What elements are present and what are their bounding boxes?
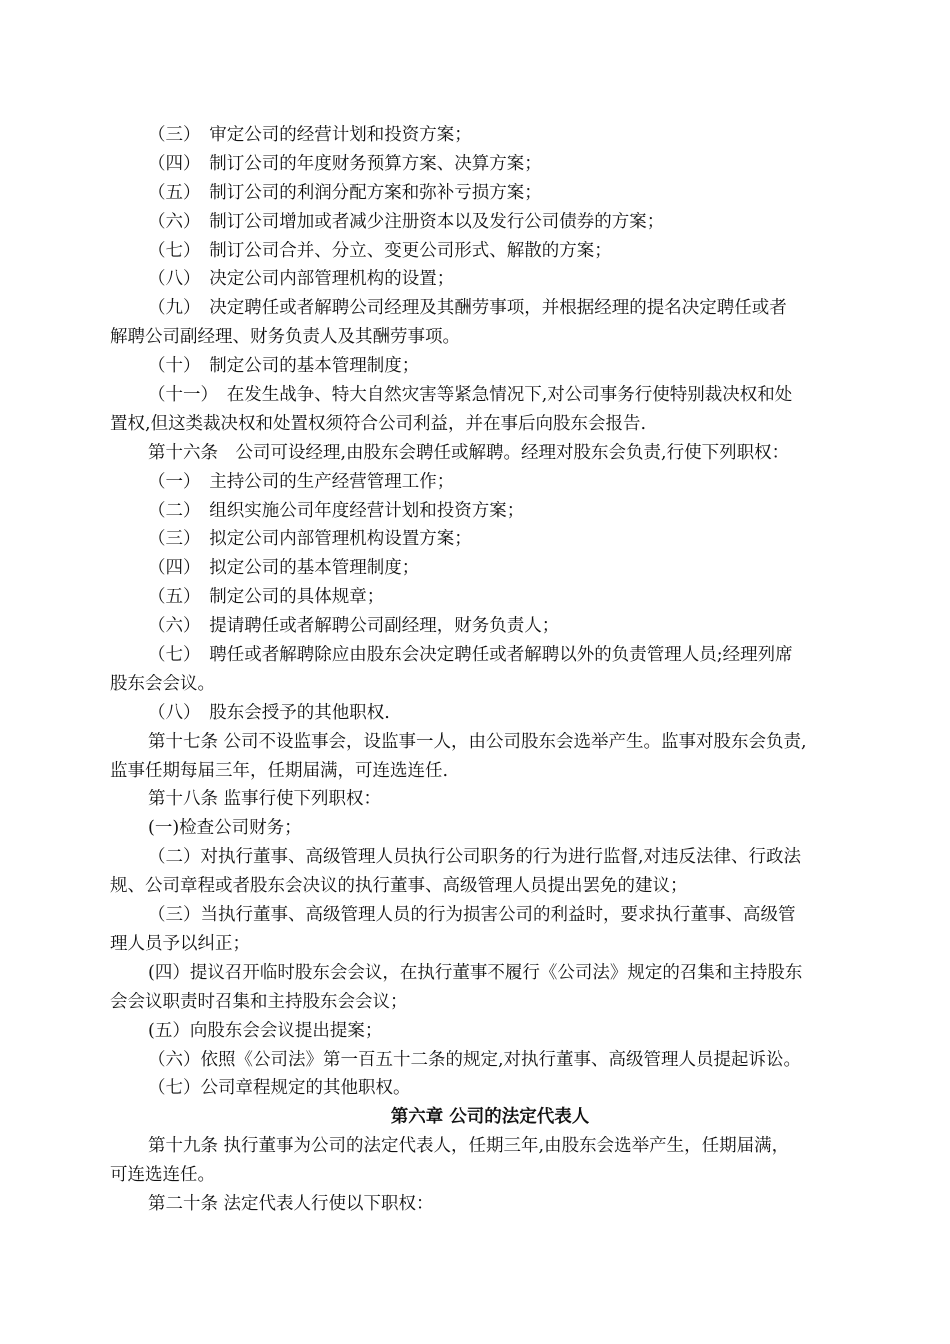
text-line: 置权,但这类裁决权和处置权须符合公司利益，并在事后向股东会报告. xyxy=(110,413,647,434)
text-line: (五）向股东会会议提出提案； xyxy=(148,1020,383,1041)
text-line: 规、公司章程或者股东会决议的执行董事、高级管理人员提出罢免的建议； xyxy=(110,876,688,897)
text-line: （三） 拟定公司内部管理机构设置方案； xyxy=(148,529,472,550)
text-line: （三）当执行董事、高级管理人员的行为损害公司的利益时，要求执行董事、高级管 xyxy=(148,905,796,926)
text-line: （四） 拟定公司的基本管理制度； xyxy=(148,558,420,579)
text-line: （六）依照《公司法》第一百五十二条的规定,对执行董事、高级管理人员提起诉讼。 xyxy=(148,1049,802,1070)
article-19-line: 第十九条 执行董事为公司的法定代表人，任期三年,由股东会选举产生，任期届满， xyxy=(148,1136,790,1157)
chapter-heading: 第六章 公司的法定代表人 xyxy=(390,1107,590,1128)
text-line: 可连选连任。 xyxy=(110,1165,215,1186)
text-line: （七） 聘任或者解聘除应由股东会决定聘任或者解聘以外的负责管理人员;经理列席 xyxy=(148,645,793,666)
text-line: （三） 审定公司的经营计划和投资方案； xyxy=(148,125,472,145)
text-line: （九） 决定聘任或者解聘公司经理及其酬劳事项，并根据经理的提名决定聘任或者 xyxy=(148,298,787,319)
text-line: （七）公司章程规定的其他职权。 xyxy=(148,1078,411,1099)
text-line: （十一） 在发生战争、特大自然灾害等紧急情况下,对公司事务行使特别裁决权和处 xyxy=(148,385,793,406)
text-line: (四）提议召开临时股东会会议，在执行董事不履行《公司法》规定的召集和主持股东 xyxy=(148,962,803,983)
text-line: 监事任期每届三年，任期届满，可连选连任. xyxy=(110,760,449,781)
text-line: （八） 股东会授予的其他职权. xyxy=(148,702,390,723)
text-line: 股东会会议。 xyxy=(110,673,215,694)
article-18-line: 第十八条 监事行使下列职权： xyxy=(148,789,382,810)
text-line: (一)检查公司财务； xyxy=(148,818,302,839)
text-line: 理人员予以纠正； xyxy=(110,933,250,954)
text-line: （二） 组织实施公司年度经营计划和投资方案； xyxy=(148,500,525,521)
text-line: 解聘公司副经理、财务负责人及其酬劳事项。 xyxy=(110,327,460,348)
text-line: （一） 主持公司的生产经营管理工作； xyxy=(148,471,455,492)
text-line: （五） 制订公司的利润分配方案和弥补亏损方案； xyxy=(148,182,542,203)
document-body xyxy=(110,121,870,1219)
text-line: 会会议职责时召集和主持股东会会议； xyxy=(110,991,408,1012)
text-line: （七） 制订公司合并、分立、变更公司形式、解散的方案； xyxy=(148,240,612,261)
article-17-line: 第十七条 公司不设监事会，设监事一人，由公司股东会选举产生。监事对股东会负责, xyxy=(148,731,807,752)
text-line: （二）对执行董事、高级管理人员执行公司职务的行为进行监督,对违反法律、行政法 xyxy=(148,847,802,868)
text-line: （四） 制订公司的年度财务预算方案、决算方案； xyxy=(148,153,542,174)
article-20-line: 第二十条 法定代表人行使以下职权： xyxy=(148,1193,434,1214)
text-line: （六） 制订公司增加或者减少注册资本以及发行公司债券的方案； xyxy=(148,211,665,232)
text-line: （八） 决定公司内部管理机构的设置； xyxy=(148,269,455,290)
text-line: （六） 提请聘任或者解聘公司副经理，财务负责人； xyxy=(148,616,560,637)
text-line: （十） 制定公司的基本管理制度； xyxy=(148,356,420,377)
article-16-line: 第十六条 公司可设经理,由股东会聘任或解聘。经理对股东会负责,行使下列职权： xyxy=(148,442,790,463)
text-line: （五） 制定公司的具体规章； xyxy=(148,587,385,608)
